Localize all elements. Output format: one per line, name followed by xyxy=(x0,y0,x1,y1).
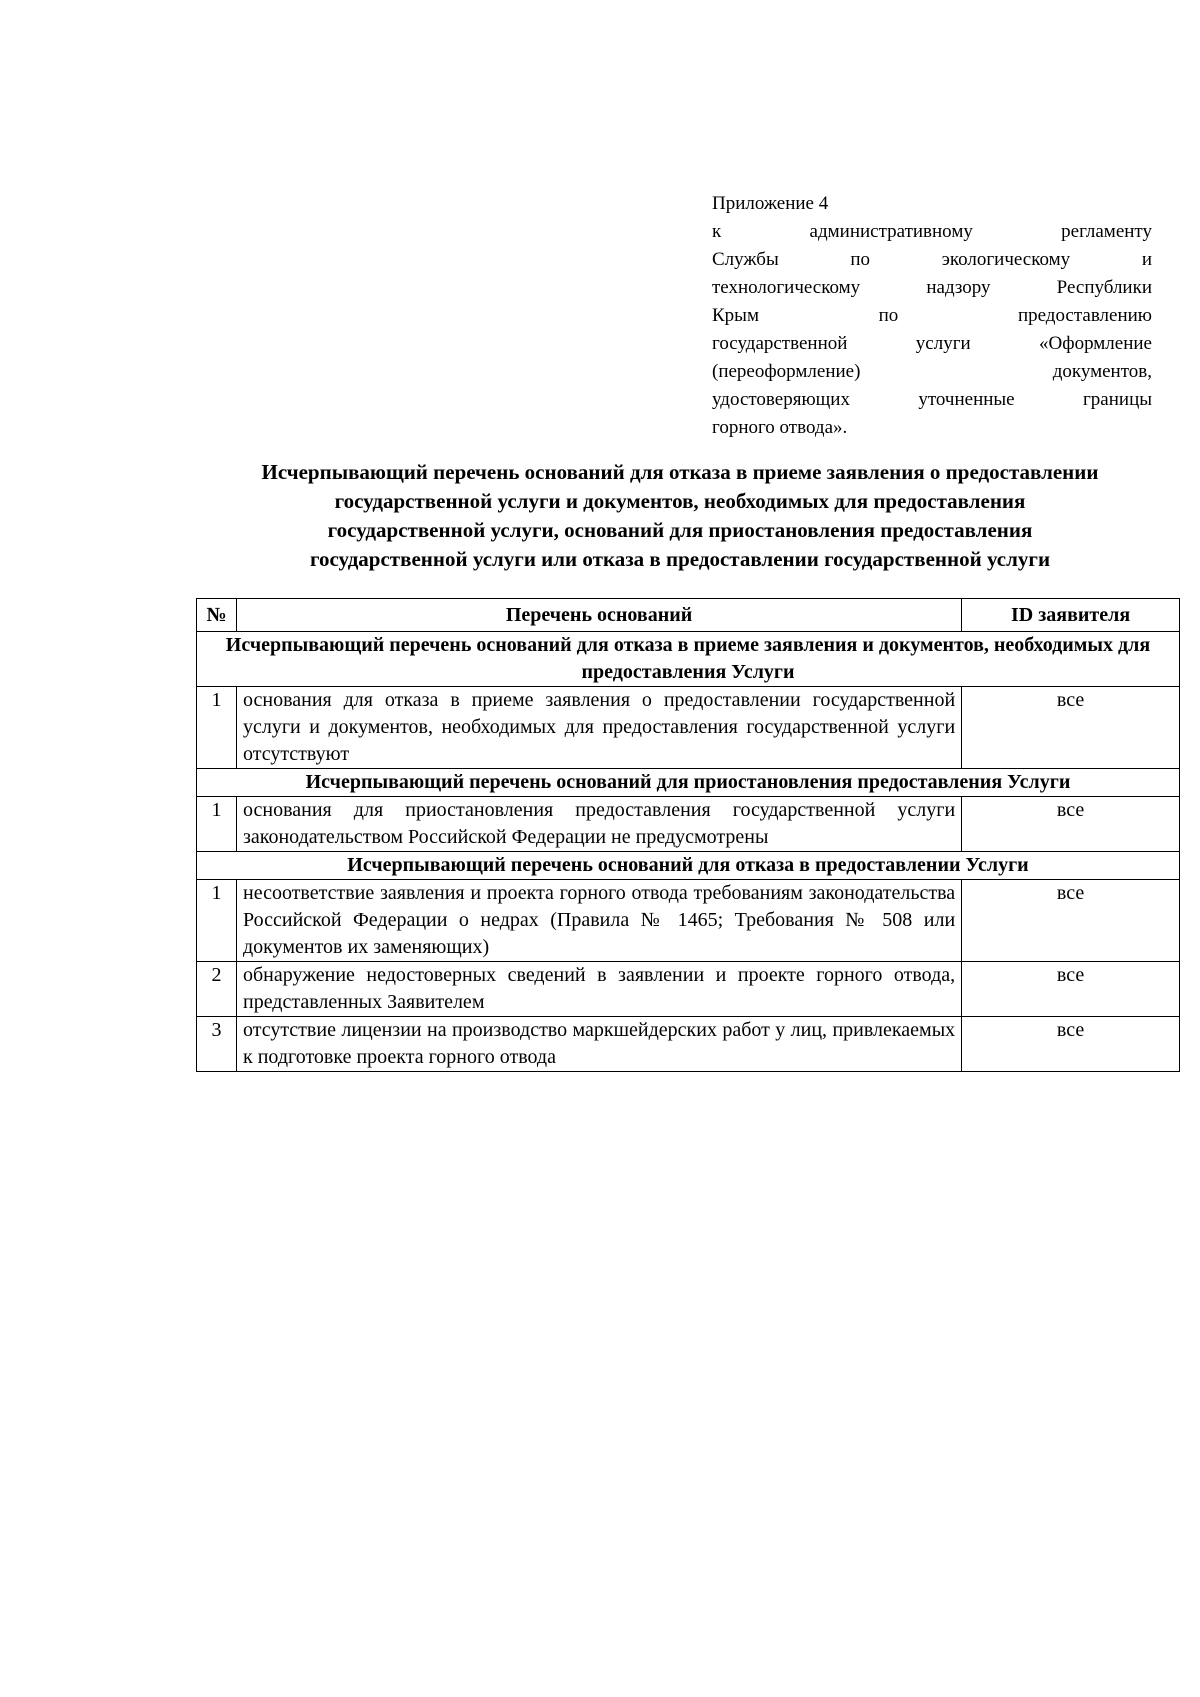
document-title xyxy=(180,458,1180,574)
appendix-line: Крым по предоставлению xyxy=(712,305,1152,326)
title-line: Исчерпывающий перечень оснований для отказа в приеме заявления о предоставлении xyxy=(261,460,1099,484)
table-header-row xyxy=(197,599,1180,632)
header-applicant-id: ID заявителя xyxy=(962,599,1180,632)
table-row xyxy=(197,797,1180,852)
table-row xyxy=(197,687,1180,769)
section-row xyxy=(197,769,1180,797)
appendix-block xyxy=(712,190,1152,442)
appendix-line: государственной услуги «Оформление xyxy=(712,333,1152,354)
table-row xyxy=(197,880,1180,962)
appendix-line: к административному регламенту xyxy=(712,221,1152,242)
title-line: государственной услуги и документов, необходимых для предоставления xyxy=(334,489,1026,513)
section-title: Исчерпывающий перечень оснований для отказа в предоставлении Услуги xyxy=(197,852,1180,880)
header-grounds: Перечень оснований xyxy=(236,599,961,632)
section-title: Исчерпывающий перечень оснований для приостановления предоставления Услуги xyxy=(197,769,1180,797)
row-text: отсутствие лицензии на производство маркшейдерских работ у лиц, привлекаемых к подготовке проекта горного отвода xyxy=(236,1017,961,1072)
table-row xyxy=(197,1017,1180,1072)
section-row xyxy=(197,632,1180,687)
title-line: государственной услуги или отказа в предоставлении государственной услуги xyxy=(309,547,1051,571)
appendix-line: (переоформление) документов, xyxy=(712,361,1152,382)
title-line: государственной услуги, оснований для приостановления предоставления xyxy=(327,518,1033,542)
row-applicant-id: все xyxy=(962,962,1180,1017)
row-num: 2 xyxy=(197,962,237,1017)
appendix-title: Приложение 4 xyxy=(712,193,829,214)
row-text: несоответствие заявления и проекта горного отвода требованиям законодательства Российской Федерации о недрах (Правила № 1465; Требования № 508 или документов их заменяющих) xyxy=(236,880,961,962)
row-text: основания для отказа в приеме заявления о предоставлении государственной услуги и документов, необходимых для предоставления государственной услуги отсутствуют xyxy=(236,687,961,769)
appendix-line: удостоверяющих уточненные границы xyxy=(712,389,1152,410)
section-title: Исчерпывающий перечень оснований для отказа в приеме заявления и документов, необходимых для предоставления Услуги xyxy=(197,632,1180,687)
row-applicant-id: все xyxy=(962,1017,1180,1072)
header-num: № xyxy=(197,599,237,632)
appendix-line: Службы по экологическому и xyxy=(712,249,1152,270)
row-num: 3 xyxy=(197,1017,237,1072)
row-num: 1 xyxy=(197,880,237,962)
table-row xyxy=(197,962,1180,1017)
appendix-last-line: горного отвода». xyxy=(712,417,848,438)
appendix-line: технологическому надзору Республики xyxy=(712,277,1152,298)
section-row xyxy=(197,852,1180,880)
row-num: 1 xyxy=(197,687,237,769)
row-text: основания для приостановления предоставления государственной услуги законодательством Российской Федерации не предусмотрены xyxy=(236,797,961,852)
row-text: обнаружение недостоверных сведений в заявлении и проекте горного отвода, представленных Заявителем xyxy=(236,962,961,1017)
row-applicant-id: все xyxy=(962,797,1180,852)
row-applicant-id: все xyxy=(962,880,1180,962)
row-applicant-id: все xyxy=(962,687,1180,769)
grounds-table xyxy=(196,598,1180,1072)
row-num: 1 xyxy=(197,797,237,852)
